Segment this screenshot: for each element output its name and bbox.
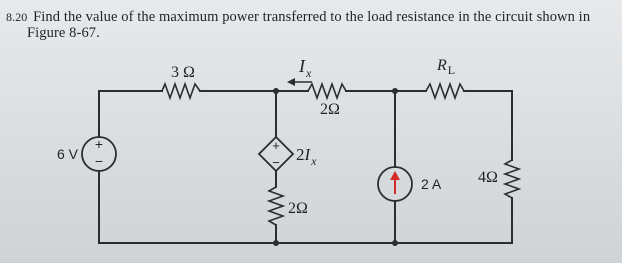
resistor-3ohm xyxy=(162,84,200,98)
load-resistor-label-sub: L xyxy=(447,63,456,77)
current-ix-arrow-icon xyxy=(287,78,295,86)
resistor-3ohm-label: 3 Ω xyxy=(171,64,195,81)
resistor-2ohm-bottom-label: 2Ω xyxy=(288,200,308,217)
junction-bottom-right xyxy=(392,240,398,246)
dependent-source-minus: − xyxy=(272,155,280,170)
current-source-label: 2 A xyxy=(421,176,442,192)
dependent-source-label-sub: x xyxy=(311,154,317,168)
load-resistor-label-main: R xyxy=(437,57,447,74)
current-source-arrow-icon xyxy=(390,171,400,180)
dependent-source-label xyxy=(296,145,317,168)
resistor-4ohm-label: 4Ω xyxy=(478,169,498,186)
resistor-2ohm-middle xyxy=(308,84,346,98)
junction-bottom-mid xyxy=(273,240,279,246)
resistor-2ohm-bottom xyxy=(269,187,283,225)
current-ix-label-main: I xyxy=(299,56,305,76)
dependent-source-label-coeff: 2 xyxy=(296,145,305,164)
junction-top-mid xyxy=(273,88,279,94)
resistor-2ohm-middle-label: 2Ω xyxy=(320,101,340,118)
problem-text-line2: Figure 8-67. xyxy=(27,25,100,41)
voltage-source-minus: − xyxy=(94,153,104,169)
problem-text-line1: Find the value of the maximum power transferred to the load resistance in the circuit shown in xyxy=(33,9,591,25)
dependent-source-label-main: I xyxy=(304,145,311,164)
current-ix-label xyxy=(298,56,312,80)
current-ix-label-sub: x xyxy=(306,66,312,80)
resistor-load xyxy=(426,84,464,98)
load-resistor-label xyxy=(436,57,455,77)
dependent-source-plus: + xyxy=(272,138,280,153)
voltage-source-plus: + xyxy=(94,136,104,152)
junction-top-right xyxy=(392,88,398,94)
resistor-4ohm xyxy=(505,160,519,198)
voltage-source-label: 6 V xyxy=(57,146,79,162)
problem-number: 8.20 xyxy=(6,10,28,24)
